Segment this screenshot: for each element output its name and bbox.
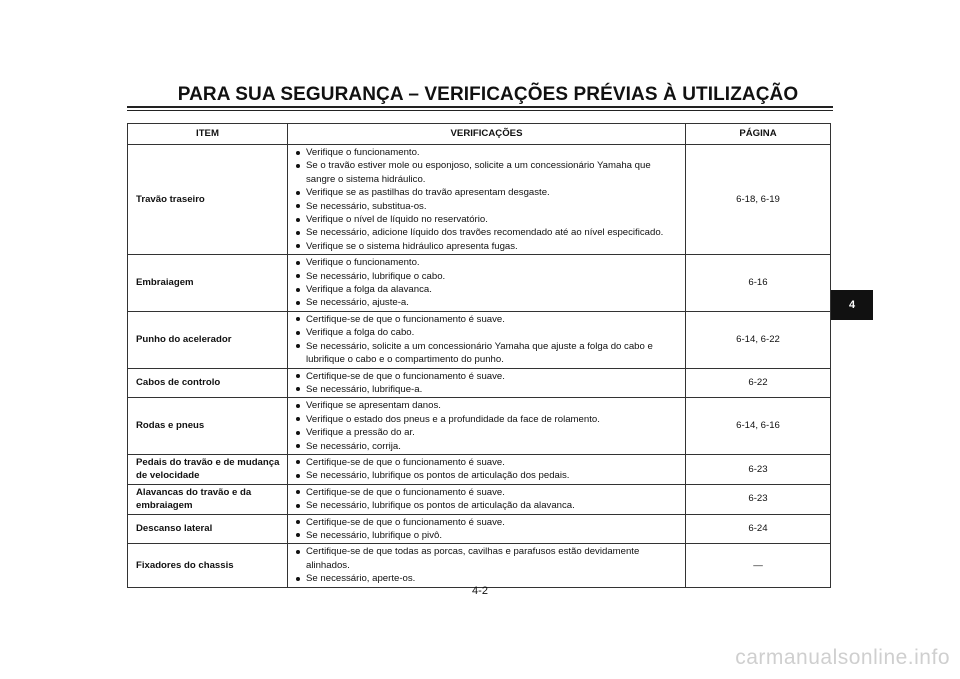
- check-item: Se necessário, solicite a um concessionário Yamaha que ajuste a folga do cabo e lubrifique o cabo e o compartimento do punho.: [292, 340, 677, 367]
- item-cell: Punho do acelerador: [128, 311, 288, 368]
- check-item: Verifique o estado dos pneus e a profundidade da face de rolamento.: [292, 413, 677, 426]
- check-item: Verifique a folga da alavanca.: [292, 283, 677, 296]
- checks-cell: [288, 514, 686, 544]
- page-number: 4-2: [472, 585, 488, 597]
- checks-cell: [288, 255, 686, 312]
- check-item: Se o travão estiver mole ou esponjoso, solicite a um concessionário Yamaha que sangre o sistema hidráulico.: [292, 159, 677, 186]
- table-row: [128, 145, 831, 255]
- checks-list: [292, 370, 677, 397]
- item-cell: Descanso lateral: [128, 514, 288, 544]
- check-item: Se necessário, substitua-os.: [292, 200, 677, 213]
- watermark: carmanualsonline.info: [735, 646, 950, 669]
- check-item: Verifique a pressão do ar.: [292, 426, 677, 439]
- table-row: [128, 484, 831, 514]
- item-cell: Fixadores do chassis: [128, 544, 288, 587]
- check-item: Verifique se apresentam danos.: [292, 399, 677, 412]
- check-item: Se necessário, ajuste-a.: [292, 296, 677, 309]
- check-item: Verifique a folga do cabo.: [292, 326, 677, 339]
- check-item: Certifique-se de que o funcionamento é suave.: [292, 456, 677, 469]
- checks-list: [292, 516, 677, 543]
- check-item: Certifique-se de que o funcionamento é suave.: [292, 486, 677, 499]
- checks-cell: [288, 311, 686, 368]
- checks-cell: [288, 484, 686, 514]
- checks-cell: [288, 454, 686, 484]
- table-header-row: [128, 124, 831, 145]
- checks-list: [292, 146, 677, 253]
- page-ref-cell: 6-22: [686, 368, 831, 398]
- check-item: Se necessário, lubrifique o cabo.: [292, 270, 677, 283]
- item-cell: Rodas e pneus: [128, 398, 288, 455]
- page-ref-cell: 6-14, 6-22: [686, 311, 831, 368]
- page-ref-cell: 6-14, 6-16: [686, 398, 831, 455]
- checks-cell: [288, 145, 686, 255]
- checks-cell: [288, 398, 686, 455]
- check-item: Verifique o nível de líquido no reservatório.: [292, 213, 677, 226]
- table-row: [128, 454, 831, 484]
- check-item: Se necessário, lubrifique os pontos de articulação dos pedais.: [292, 469, 677, 482]
- page-title: PARA SUA SEGURANÇA – VERIFICAÇÕES PRÉVIAS À UTILIZAÇÃO: [177, 84, 799, 105]
- checks-cell: [288, 368, 686, 398]
- checks-list: [292, 545, 677, 585]
- chapter-tab: 4: [831, 290, 873, 320]
- check-item: Verifique o funcionamento.: [292, 256, 677, 269]
- table-row: [128, 398, 831, 455]
- check-item: Se necessário, corrija.: [292, 440, 677, 453]
- check-item: Certifique-se de que o funcionamento é suave.: [292, 516, 677, 529]
- checks-list: [292, 486, 677, 513]
- table-row: [128, 255, 831, 312]
- checks-list: [292, 313, 677, 367]
- page-ref-cell: 6-23: [686, 454, 831, 484]
- item-cell: Pedais do travão e de mudança de velocidade: [128, 454, 288, 484]
- pre-operation-checks-table: [127, 123, 831, 588]
- page-ref-cell: 6-23: [686, 484, 831, 514]
- item-cell: Alavancas do travão e da embraiagem: [128, 484, 288, 514]
- header-checks: VERIFICAÇÕES: [288, 124, 686, 145]
- page-ref-cell: 6-16: [686, 255, 831, 312]
- check-item: Verifique se o sistema hidráulico apresenta fugas.: [292, 240, 677, 253]
- item-cell: Travão traseiro: [128, 145, 288, 255]
- check-item: Certifique-se de que o funcionamento é suave.: [292, 313, 677, 326]
- table-row: [128, 544, 831, 587]
- check-item: Certifique-se de que o funcionamento é suave.: [292, 370, 677, 383]
- checks-list: [292, 399, 677, 453]
- check-item: Certifique-se de que todas as porcas, cavilhas e parafusos estão devidamente alinhados.: [292, 545, 677, 572]
- header-page: PÁGINA: [686, 124, 831, 145]
- item-cell: Embraiagem: [128, 255, 288, 312]
- checks-cell: [288, 544, 686, 587]
- header-item: ITEM: [128, 124, 288, 145]
- item-cell: Cabos de controlo: [128, 368, 288, 398]
- check-item: Verifique se as pastilhas do travão apresentam desgaste.: [292, 186, 677, 199]
- check-item: Verifique o funcionamento.: [292, 146, 677, 159]
- check-item: Se necessário, lubrifique o pivô.: [292, 529, 677, 542]
- check-item: Se necessário, lubrifique-a.: [292, 383, 677, 396]
- checks-list: [292, 256, 677, 310]
- check-item: Se necessário, lubrifique os pontos de articulação da alavanca.: [292, 499, 677, 512]
- page-ref-cell: 6-24: [686, 514, 831, 544]
- title-rule: [127, 106, 833, 108]
- table-row: [128, 368, 831, 398]
- check-item: Se necessário, aperte-os.: [292, 572, 677, 585]
- page-ref-cell: —: [686, 544, 831, 587]
- check-item: Se necessário, adicione líquido dos travões recomendado até ao nível especificado.: [292, 226, 677, 239]
- checks-list: [292, 456, 677, 483]
- table-row: [128, 514, 831, 544]
- title-rule-secondary: [127, 110, 833, 111]
- page-ref-cell: 6-18, 6-19: [686, 145, 831, 255]
- table-row: [128, 311, 831, 368]
